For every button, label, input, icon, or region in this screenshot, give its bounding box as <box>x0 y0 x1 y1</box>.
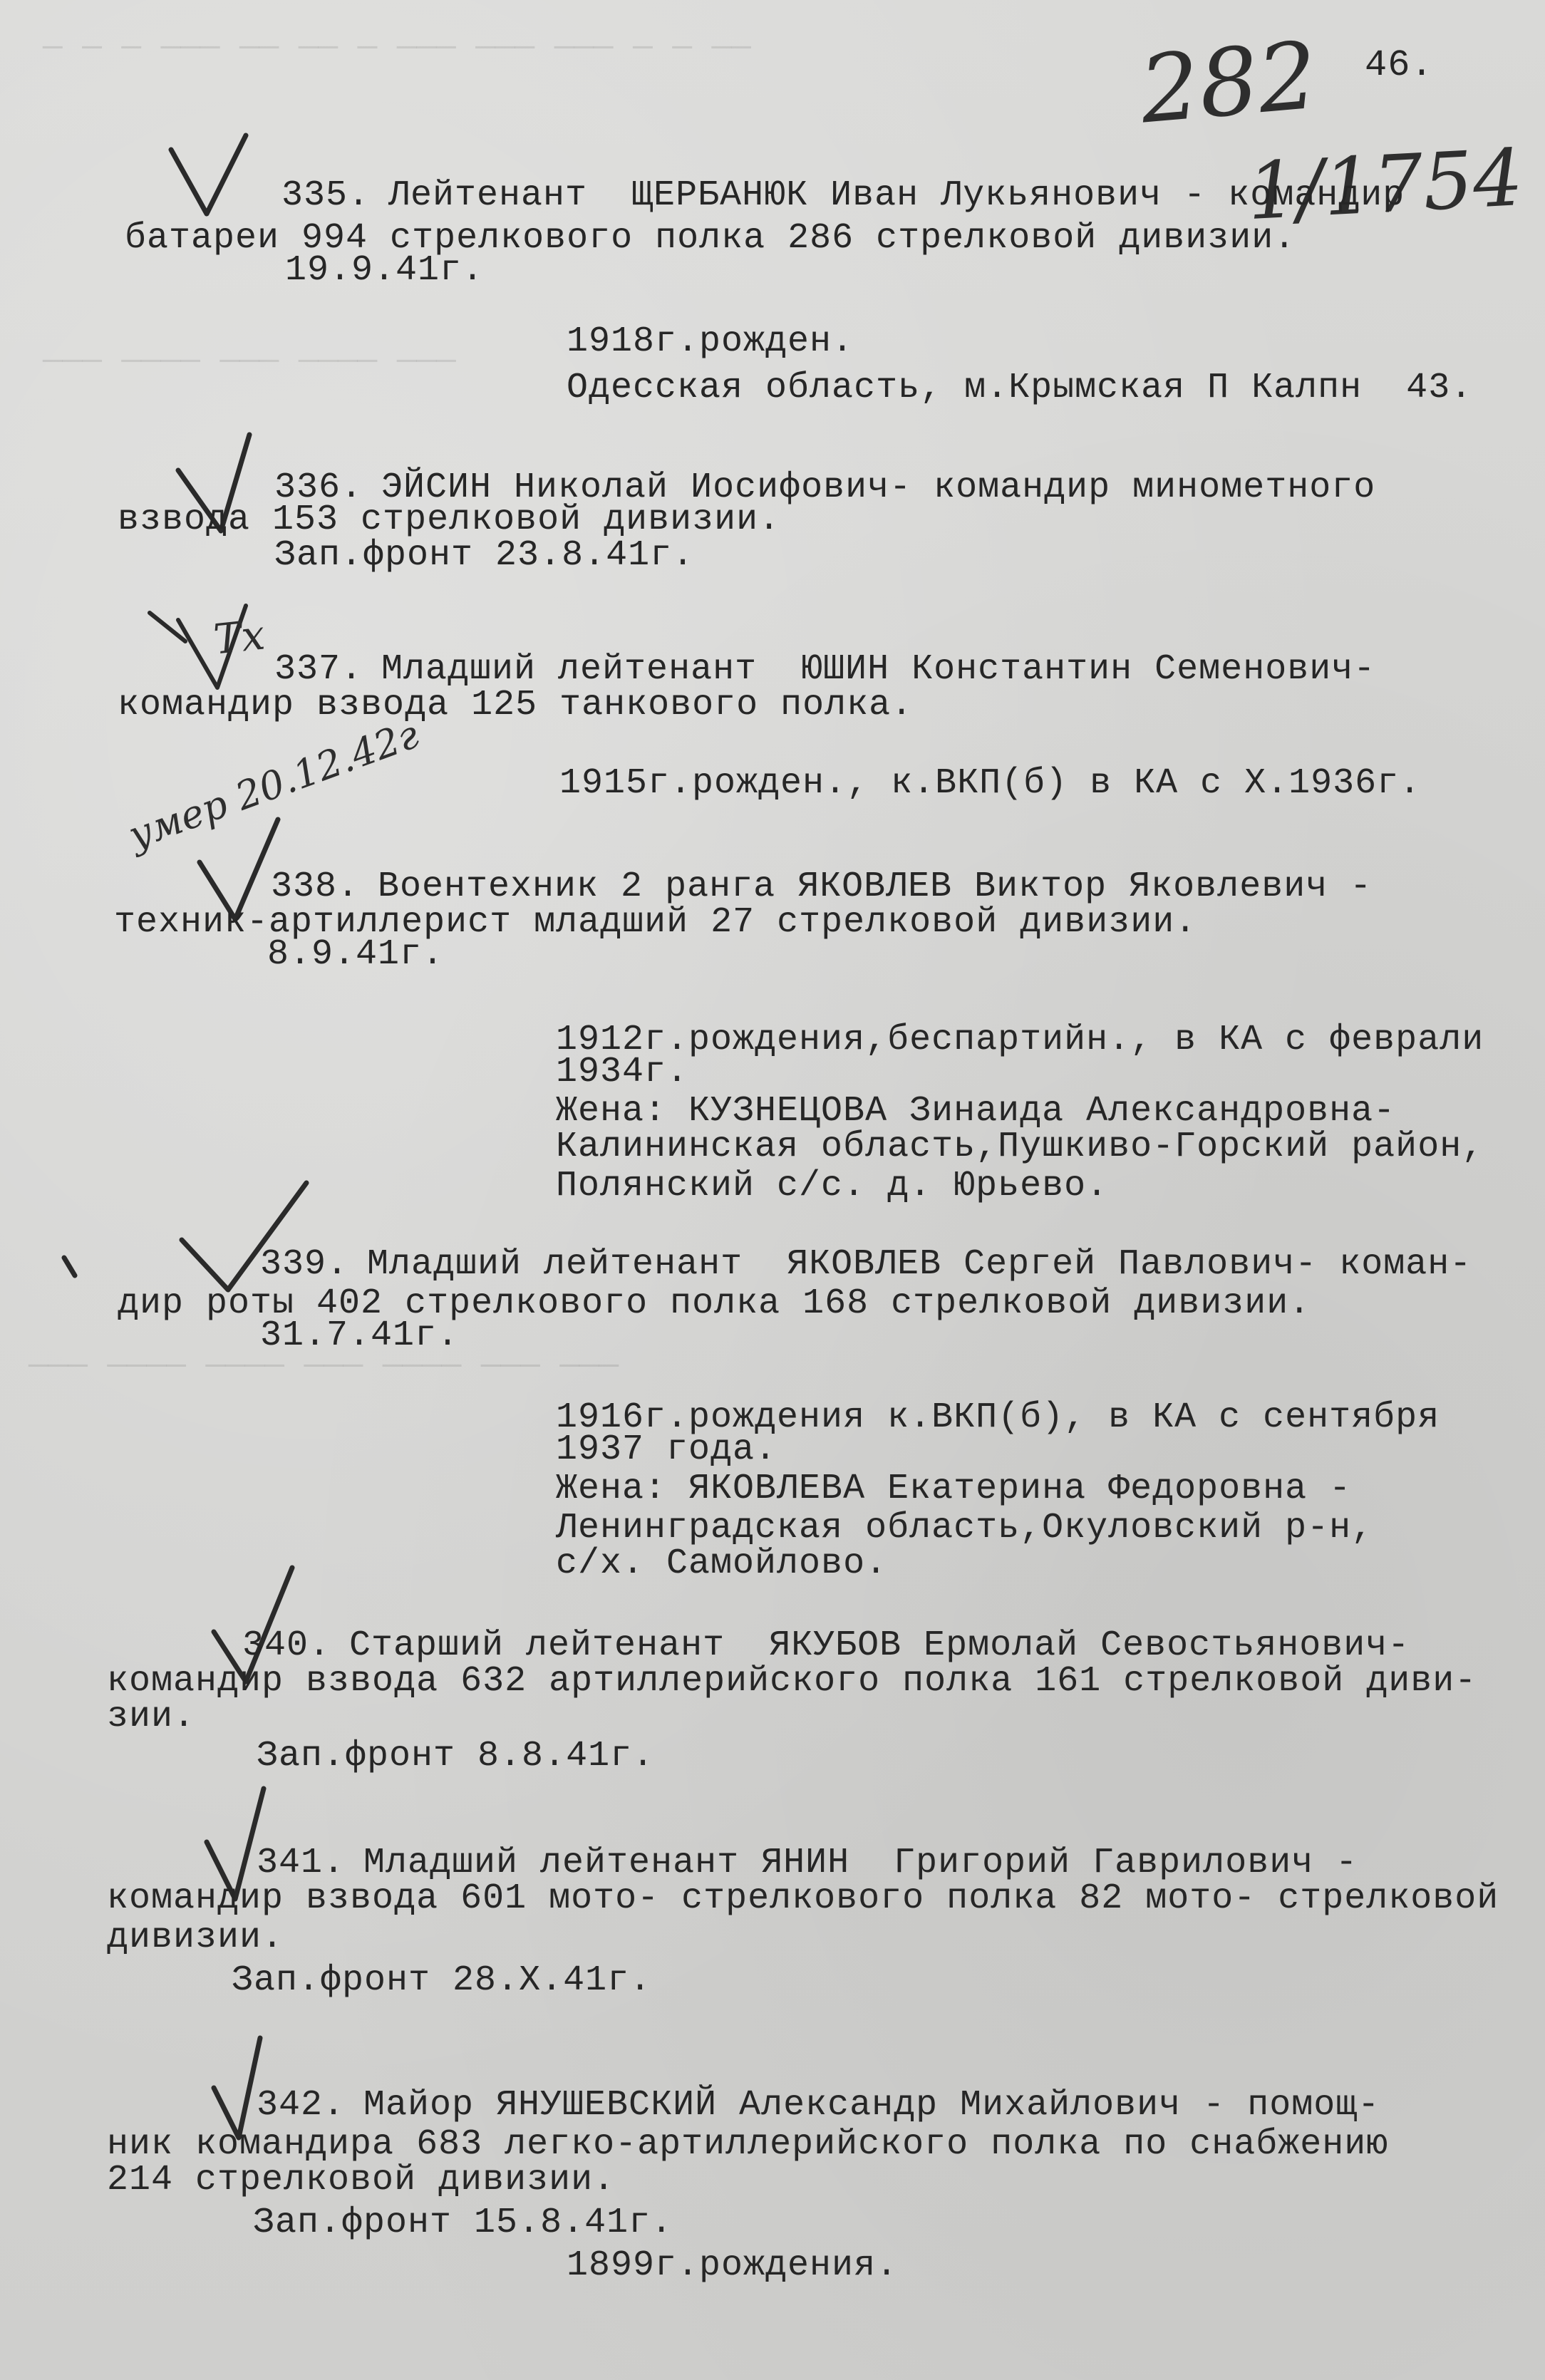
bleed-through-text: ——— ———— ———— ——— ———— ——— ——— <box>29 1347 619 1384</box>
entry-line: Старший лейтенант ЯКУБОВ Ермолай Севостьянович- <box>349 1625 1410 1666</box>
entry-line: Младший лейтенант ЯКОВЛЕВ Сергей Павлович- коман- <box>367 1244 1472 1285</box>
entry-detail: 1915г.рожден., к.ВКП(б) в КА с Х.1936г. <box>559 763 1422 804</box>
entry-number: 335. <box>281 175 371 216</box>
entry-date: Зап.фронт 8.8.41г. <box>257 1736 655 1776</box>
entry-line: взвода 153 стрелковой дивизии. <box>118 500 781 540</box>
entry-line: Майор ЯНУШЕВСКИЙ Александр Михайлович - помощ- <box>363 2085 1380 2126</box>
entry-number: 337. <box>274 649 363 690</box>
entry-detail: с/х. Самойлово. <box>556 1543 888 1584</box>
bleed-through-text: — — — ——— —— —— — ——— ——— ——— — — —— <box>43 29 751 66</box>
margin-note-338: умер 20.12.42г <box>123 711 425 859</box>
entry-detail: 1916г.рождения к.ВКП(б), в КА с сентября <box>556 1397 1440 1438</box>
margin-note-337: Tx <box>211 610 267 664</box>
entry-detail: 1912г.рождения,беспартийн., в КА с феврали <box>556 1020 1484 1060</box>
entry-number: 338. <box>271 866 360 907</box>
handwritten-archive-number: 1/1754 <box>1244 131 1526 238</box>
entry-detail: Полянский с/с. д. Юрьево. <box>556 1166 1109 1206</box>
entry-detail: Жена: ЯКОВЛЕВА Екатерина Федоровна - <box>556 1469 1352 1509</box>
entry-date: 19.9.41г. <box>285 250 485 291</box>
entry-detail: Одесская область, м.Крымская П Калпн 43. <box>567 368 1473 408</box>
entry-line: Воентехник 2 ранга ЯКОВЛЕВ Виктор Яковлевич - <box>378 866 1373 907</box>
entry-line: техник-артиллерист младший 27 стрелковой дивизии. <box>114 902 1197 943</box>
page-number: 46. <box>1365 44 1434 86</box>
entry-detail: 1937 года. <box>556 1429 777 1470</box>
entry-line: Лейтенант ЩЕРБАНЮК Иван Лукьянович - командир <box>388 175 1405 216</box>
entry-date: Зап.фронт 28.X.41г. <box>232 1960 652 2001</box>
entry-line: ЭЙСИН Николай Иосифович- командир минометного <box>381 467 1376 508</box>
entry-date: 31.7.41г. <box>260 1315 460 1356</box>
entry-line: Младший лейтенант ЮШИН Константин Семенович- <box>381 649 1376 690</box>
entry-line: Младший лейтенант ЯНИН Григорий Гаврилович - <box>363 1843 1358 1883</box>
entry-date: Зап.фронт 15.8.41г. <box>253 2203 673 2243</box>
bleed-through-text: ——— ———— ——— ———— ——— <box>43 342 456 379</box>
entry-detail: Ленинградская область,Окуловский р-н, <box>556 1508 1374 1548</box>
entry-line: командир взвода 632 артиллерийского полка 161 стрелковой диви- <box>107 1661 1477 1702</box>
entry-line: 214 стрелковой дивизии. <box>107 2160 616 2200</box>
entry-line: батареи 994 стрелкового полка 286 стрелковой дивизии. <box>125 218 1296 259</box>
entry-line: дир роты 402 стрелкового полка 168 стрелковой дивизии. <box>118 1283 1311 1324</box>
entry-number: 341. <box>257 1843 346 1883</box>
entry-number: 340. <box>242 1625 331 1666</box>
entry-number: 336. <box>274 467 363 508</box>
entry-line: дивизии. <box>107 1918 284 1958</box>
entry-date: Зап.фронт 23.8.41г. <box>274 535 695 576</box>
check-mark-335 <box>171 135 246 214</box>
entry-line: зии. <box>107 1697 196 1737</box>
entry-detail: 1899г.рождения. <box>567 2245 899 2286</box>
entry-date: 8.9.41г. <box>267 934 445 975</box>
handwritten-page-number: 282 <box>1135 21 1322 145</box>
entry-detail: 1934г. <box>556 1052 689 1092</box>
check-mark-342 <box>214 2038 260 2138</box>
entry-detail: 1918г.рожден. <box>567 321 854 362</box>
entry-number: 339. <box>260 1244 349 1285</box>
entry-line: командир взвода 601 мото- стрелкового полка 82 мото- стрелковой <box>107 1878 1499 1919</box>
entry-detail: Калининская область,Пушкиво-Горский район, <box>556 1127 1484 1167</box>
entry-detail: Жена: КУЗНЕЦОВА Зинаида Александровна- <box>556 1091 1396 1132</box>
entry-line: ник командира 683 легко-артиллерийского полка по снабжению <box>107 2124 1389 2165</box>
entry-number: 342. <box>257 2085 346 2126</box>
entry-line: командир взвода 125 танкового полка. <box>118 685 914 725</box>
